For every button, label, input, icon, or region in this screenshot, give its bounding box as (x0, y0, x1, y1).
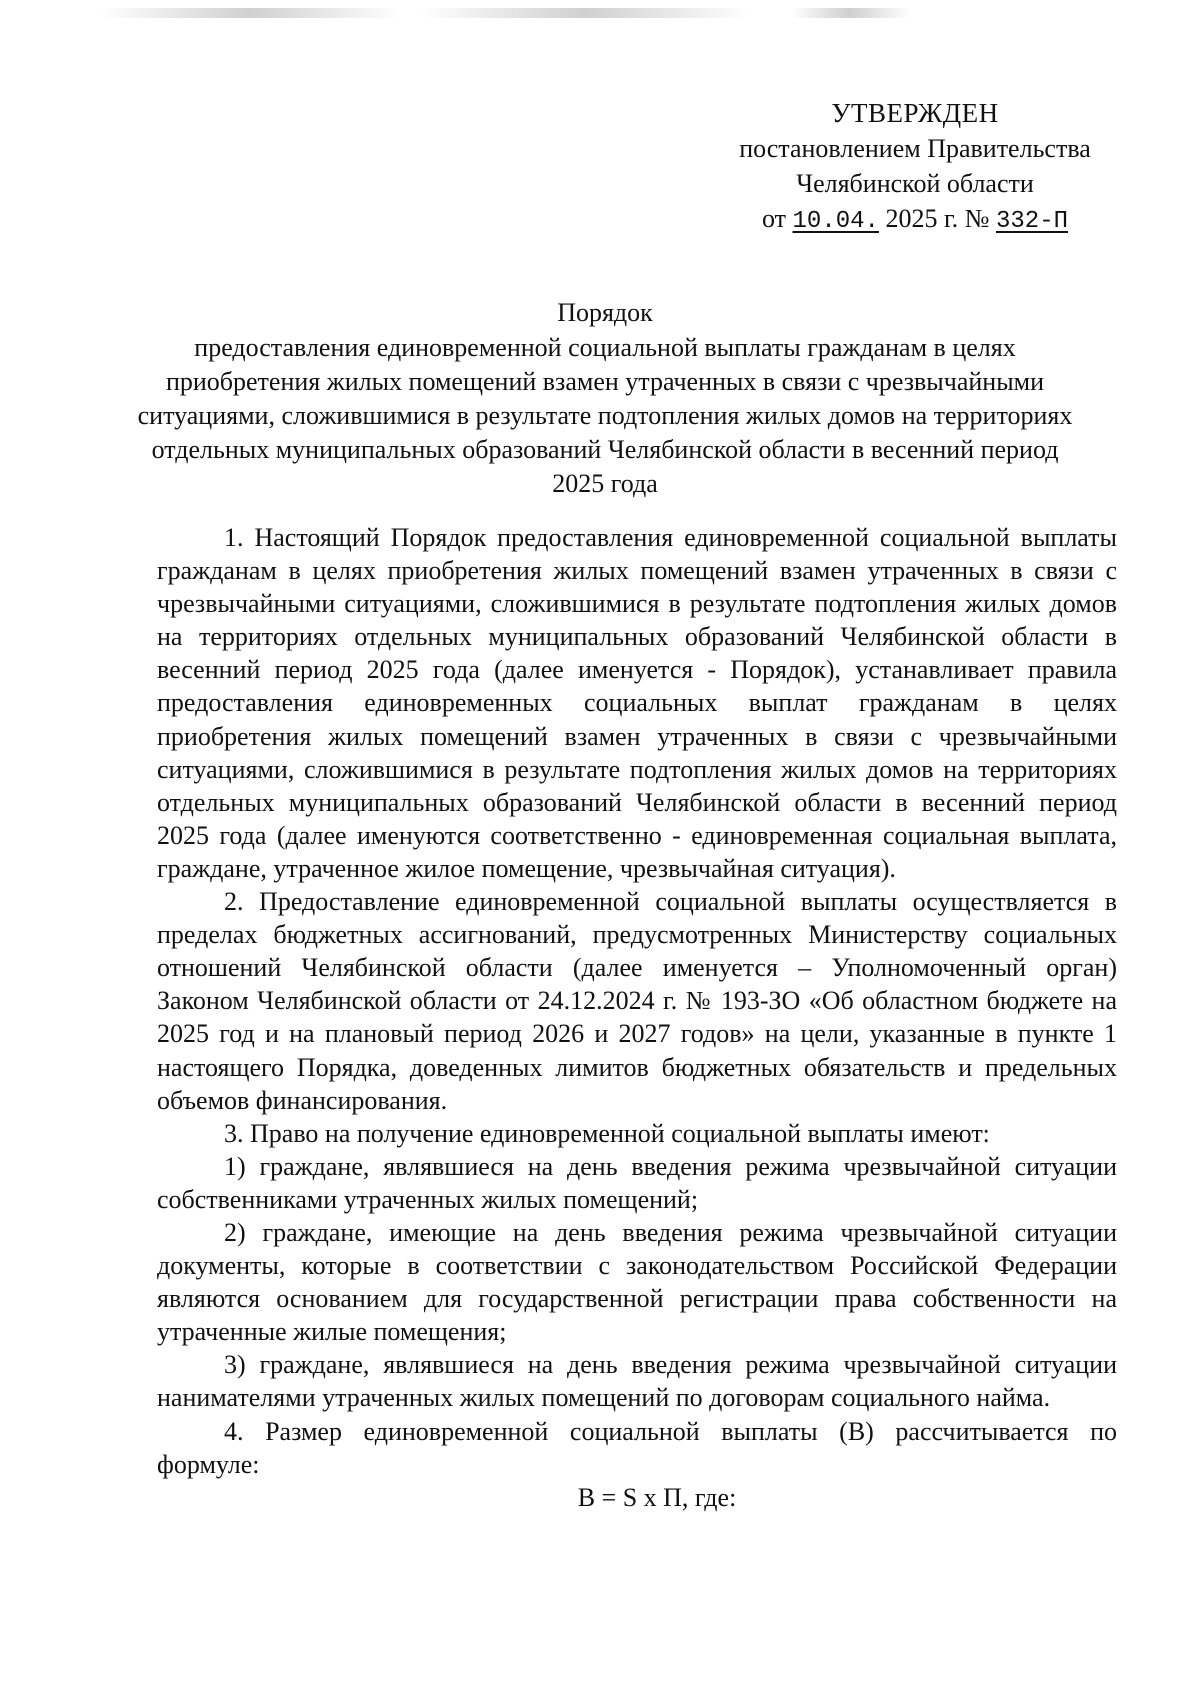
paragraph-3-item-1: 1) граждане, являвшиеся на день введения режима чрезвычайной ситуации собственниками утраченных жилых помещений; (157, 1151, 1117, 1214)
date-prefix: от (761, 204, 793, 233)
paragraph-4: 4. Размер единовременной социальной выплаты (В) рассчитывается по формуле: (157, 1416, 1117, 1479)
approval-date-line (700, 201, 1130, 239)
date-value: 10.04. (792, 208, 879, 235)
paragraph-3-item-3: 3) граждане, являвшиеся на день введения режима чрезвычайной ситуации нанимателями утраченных жилых помещений по договорам социального найма. (157, 1350, 1117, 1413)
scan-artifact (100, 8, 400, 18)
document-title: предоставления единовременной социальной выплаты гражданам в целях приобретения жилых помещений взамен утраченных в связи с чрезвычайными ситуациями, сложившимися в результате подтопления жилых домов на территориях отдельных муниципальных образований Челябинской области в весенний период 2025 года (137, 333, 1073, 498)
document-title-block (130, 296, 1080, 501)
approval-line-1: постановлением Правительства (739, 134, 1091, 163)
formula: В = S x П, где: (577, 1482, 737, 1512)
document-name: Порядок (557, 298, 653, 327)
paragraph-3-item-2: 2) граждане, имеющие на день введения режима чрезвычайной ситуации документы, которые в соответствии с законодательством Российской Федерации являются основанием для государственной регистрации права собственности на утраченные жилые помещения; (157, 1217, 1117, 1347)
scan-artifact (790, 8, 910, 18)
approval-stamp-block (700, 96, 1130, 239)
approval-title: УТВЕРЖДЕН (831, 98, 999, 128)
paragraph-2: 2. Предоставление единовременной социальной выплаты осуществляется в пределах бюджетных ассигнований, предусмотренных Министерству социальных отношений Челябинской области (далее именуется – Уполномоченный орган) Законом Челябинской области от 24.12.2024 г. № 193-ЗО «Об областном бюджете на 2025 год и на плановый период 2026 и 2027 годов» на цели, указанные в пункте 1 настоящего Порядка, доведенных лимитов бюджетных обязательств и предельных объемов финансирования. (157, 887, 1117, 1115)
paragraph-1: 1. Настоящий Порядок предоставления единовременной социальной выплаты гражданам в целях приобретения жилых помещений взамен утраченных в связи с чрезвычайными ситуациями, сложившимися в результате подтопления жилых домов на территориях отдельных муниципальных образований Челябинской области в весенний период 2025 года (далее именуется - Порядок), устанавливает правила предоставления единовременных социальных выплат гражданам в целях приобретения жилых помещений взамен утраченных в связи с чрезвычайными ситуациями, сложившимися в результате подтопления жилых домов на территориях отдельных муниципальных образований Челябинской области в весенний период 2025 года (далее именуются соответственно - единовременная социальная выплата, граждане, утраченное жилое помещение, чрезвычайная ситуация). (157, 523, 1117, 883)
year-text: 2025 г. № (878, 204, 996, 233)
resolution-number: 332-П (995, 208, 1068, 235)
document-body (157, 521, 1117, 1514)
scan-artifact (420, 8, 750, 18)
paragraph-3: 3. Право на получение единовременной социальной выплаты имеют: (224, 1118, 990, 1148)
approval-line-2: Челябинской области (796, 169, 1034, 198)
